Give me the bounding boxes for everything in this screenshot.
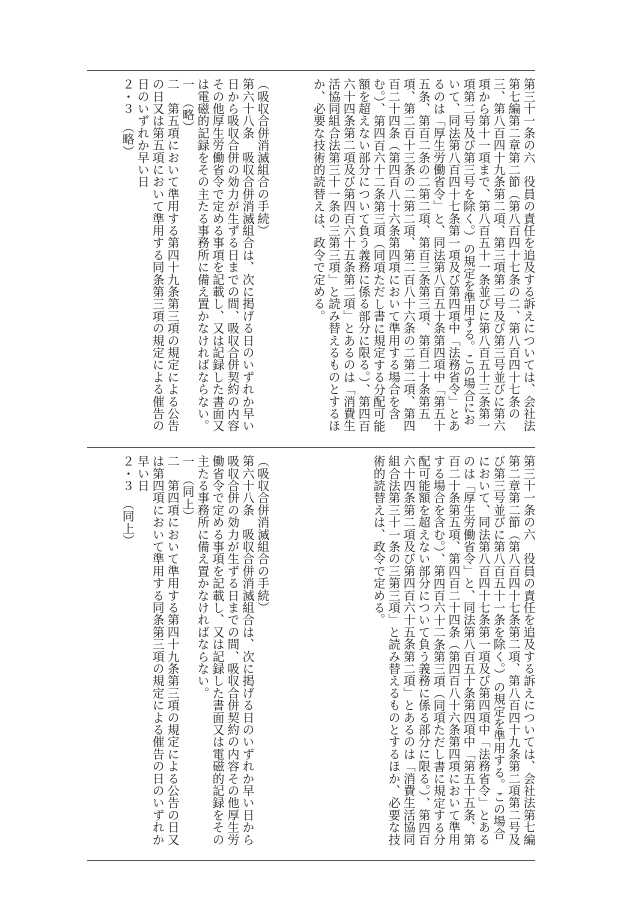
top-article-31-6: 第三十一条の六 役員の責任を追及する訴えについては、会社法第七編第二章第二節（第八百四十七条の二、第八百四十七条の三、第八百四十九条第二項、第三項第二号及び第三号並びに第六項から第十一項まで、第八百五十一条並びに第八百五十三条第一項第二号及び第三号を除く。）の規定を準用する。この場合において、同法第八百四十七条第一項及び第四項中「法務省令」とあるのは「厚生労働省令」と、同法第八百五十条第四項中「第五十五条、第百二条の二第二項、第百三条第三項、第百二十条第五項、第二百十三条の二第二項、第二百八十六条の二第二項、第四百二十四条（第四百八十六条第四項において準用する場合を含む。）、第四百六十二条第三項（同項ただし書に規定する分配可能額を超えない部分について負う義務に係る部分に限る。）、第四百六十四条第二項及び第四百六十五条第二項」とあるのは「消費生活協同組合法第三十一条の三第三項」と読み替えるものとするほか、必要な技術的読替えは、政令で定める。 — [312, 78, 536, 432]
middle-rule — [87, 447, 535, 448]
bottom-article-31-6: 第三十一条の六 役員の責任を追及する訴えについては、会社法第七編第二章第二節（第八百四十七条第二項、第八百四十九条第二項第二号及び第三号並びに第八百五十一条を除く。）の規定を準用する。この場合において、同法第八百四十七条第一項及び第四項中「法務省令」とあるのは「厚生労働省令」と、同法第八百五十条第四項中「第五十五条、第百二十条第五項、第四百二十四条（第四百八十六条第四項において準用する場合を含む。）、第四百六十二条第三項（同項ただし書に規定する分配可能額を超えない部分について負う義務に係る部分に限る。）、第四百六十四条第二項及び第四百六十五条第二項」とあるのは「消費生活協同組合法第三十一条の三第三項」と読み替えるものとするほか、必要な技術的読替えは、政令で定める。 — [372, 455, 536, 846]
top-rule — [87, 70, 535, 71]
top-article-68: （吸収合併消滅組合の手続） 第六十八条 吸収合併消滅組合は、次に掲げる日のいずれか早い日から吸収合併の効力が生ずる日までの間、吸収合併契約の内容その他厚生労働省令で定める事項を記載し、又は記録した書面又は電磁的記録をその主たる事務所に備え置かなければならない。 一 （略） 二 第五項において準用する第四十九条第三項の規定による公告の日又は第五項において準用する同条第三項の規定による催告の日のいずれか早い日 ２・３ （略） — [121, 78, 270, 432]
bottom-article-68: （吸収合併消滅組合の手続） 第六十八条 吸収合併消滅組合は、次に掲げる日のいずれか早い日から吸収合併の効力が生ずる日までの間、吸収合併契約の内容その他厚生労働省令で定める事項を記載し、又は記録した書面又は電磁的記録をその主たる事務所に備え置かなければならない。 一 （同上） 二 第四項において準用する第四十九条第三項の規定による公告の日又は第四項において準用する同条第三項の規定による催告の日のいずれか早い日 ２・３ （同上） — [121, 455, 270, 846]
bottom-rule — [87, 860, 535, 861]
